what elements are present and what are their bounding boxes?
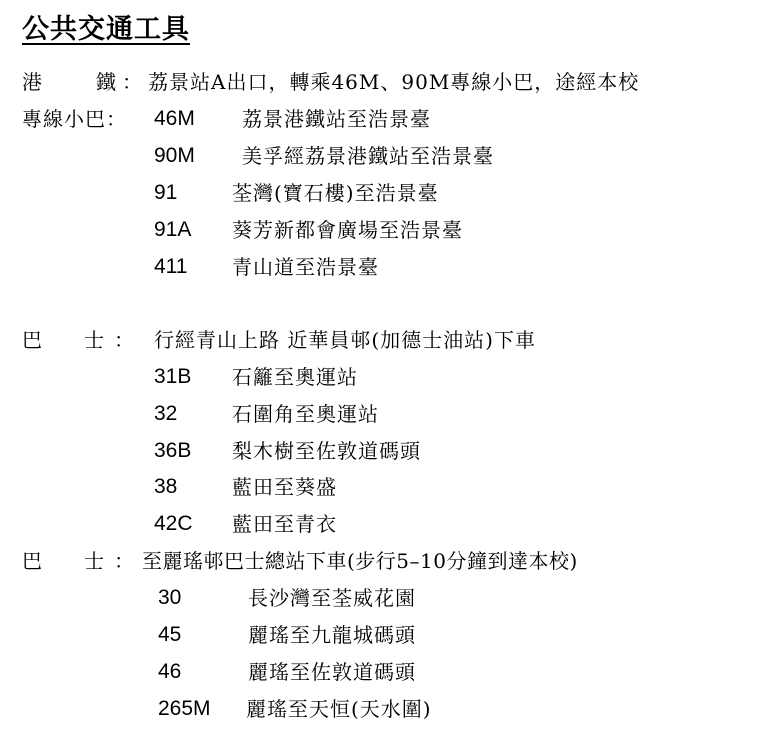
bus1-route-desc: 石籬至奧運站 [232,365,358,389]
bus1-route-code: 31B [154,365,192,388]
bus1-route-code: 42C [154,512,193,535]
bus2-label-b: 士 [84,549,105,573]
page-title: 公共交通工具 [22,14,190,45]
minibus-route-code: 411 [154,255,188,278]
bus2-route-desc: 麗瑤至天恒(天水圍) [246,697,432,721]
bus1-route-desc: 梨木樹至佐敦道碼頭 [232,439,421,463]
bus2-route-code: 30 [158,586,182,609]
bus1-route-code: 38 [154,475,178,498]
minibus-route-desc: 美孚經荔景港鐵站至浩景臺 [242,144,494,168]
bus1-route-desc: 石圍角至奧運站 [232,402,379,426]
mtr-label-b: 鐵 [96,70,117,94]
bus2-route-code: 45 [158,623,182,646]
mtr-colon: ： [122,70,143,94]
bus1-colon: ： [114,328,135,352]
minibus-label: 專線小巴： [22,107,127,131]
minibus-route-desc: 荔景港鐵站至浩景臺 [242,107,431,131]
bus2-text: 至麗瑤邨巴士總站下車(步行5–10分鐘到達本校) [142,549,578,573]
minibus-route-code: 90M [154,144,195,167]
bus1-label-a: 巴 [22,328,43,352]
bus2-route-desc: 麗瑤至九龍城碼頭 [248,623,416,647]
minibus-route-desc: 青山道至浩景臺 [232,255,379,279]
mtr-label-a: 港 [22,70,43,94]
minibus-route-desc: 荃灣(寶石樓)至浩景臺 [232,181,439,205]
bus1-text: 行經青山上路 近華員邨(加德士油站)下車 [154,328,536,352]
bus2-route-desc: 麗瑤至佐敦道碼頭 [248,660,416,684]
minibus-route-desc: 葵芳新都會廣場至浩景臺 [232,218,463,242]
mtr-text: 荔景站A出口，轉乘46M、90M專線小巴，途經本校 [148,70,640,94]
bus1-label-b: 士 [84,328,105,352]
bus1-route-desc: 藍田至青衣 [232,512,337,536]
minibus-route-code: 91 [154,181,178,204]
bus2-colon: ： [114,549,135,573]
bus1-route-code: 36B [154,439,192,462]
bus2-route-code: 265M [158,697,211,720]
bus2-route-desc: 長沙灣至荃威花園 [248,586,416,610]
bus2-label-a: 巴 [22,549,43,573]
bus1-route-code: 32 [154,402,178,425]
bus1-route-desc: 藍田至葵盛 [232,475,337,499]
minibus-route-code: 46M [154,107,195,130]
bus2-route-code: 46 [158,660,182,683]
minibus-route-code: 91A [154,218,192,241]
